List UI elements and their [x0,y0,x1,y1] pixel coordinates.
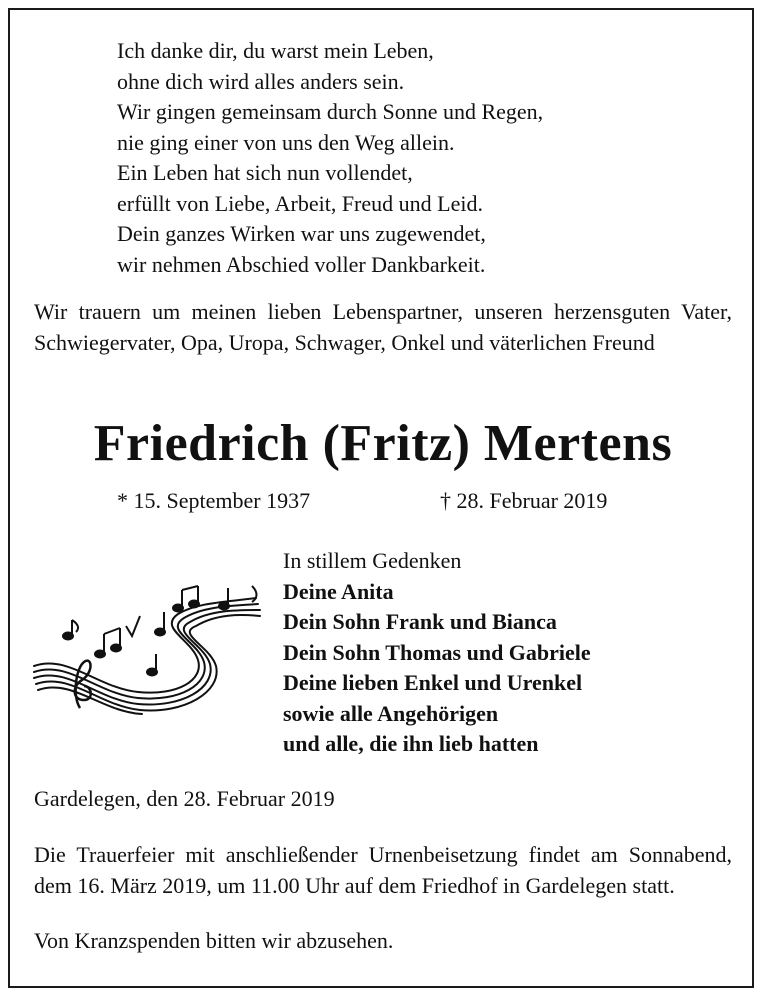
funeral-service-info: Die Trauerfeier mit anschließender Urnenbeisetzung findet am Sonnabend, dem 16. März 2019, um 11.00 Uhr auf dem Friedhof in Gardelegen statt. [34,842,732,898]
mourner: Dein Sohn Thomas und Gabriele [283,639,591,665]
donations-note: Von Kranzspenden bitten wir abzusehen. [34,928,394,953]
birth-date: * 15. September 1937 [117,488,311,513]
mourners-list [283,546,591,760]
poem-line: erfüllt von Liebe, Arbeit, Freud und Leid. [117,190,483,216]
mourner: sowie alle Angehörigen [283,700,499,726]
deceased-name: Friedrich (Fritz) Mertens [93,415,673,472]
mourner: und alle, die ihn lieb hatten [283,731,539,756]
place-date: Gardelegen, den 28. Februar 2019 [34,786,335,811]
poem-line: Ich danke dir, du warst mein Leben, [117,38,434,63]
mourners-heading: In stillem Gedenken [283,548,462,573]
poem-line: nie ging einer von uns den Weg allein. [117,129,455,155]
mourner: Deine Anita [283,578,394,604]
music-notes-icon [28,576,264,716]
poem-line: Dein ganzes Wirken war uns zugewendet, [117,221,486,246]
poem [117,36,543,280]
poem-line: wir nehmen Abschied voller Dankbarkeit. [117,251,486,277]
poem-line: Ein Leben hat sich nun vollendet, [117,160,413,185]
poem-line: ohne dich wird alles anders sein. [117,68,405,94]
mourner: Dein Sohn Frank und Bianca [283,609,557,634]
poem-line: Wir gingen gemeinsam durch Sonne und Regen, [117,99,544,124]
death-date: † 28. Februar 2019 [440,488,608,513]
mourner: Deine lieben Enkel und Urenkel [283,670,583,695]
intro-text: Wir trauern um meinen lieben Lebenspartner, unseren herzensguten Vater, Schwiegervater, Opa, Uropa, Schwager, Onkel und väterlichen Freund [34,299,732,355]
